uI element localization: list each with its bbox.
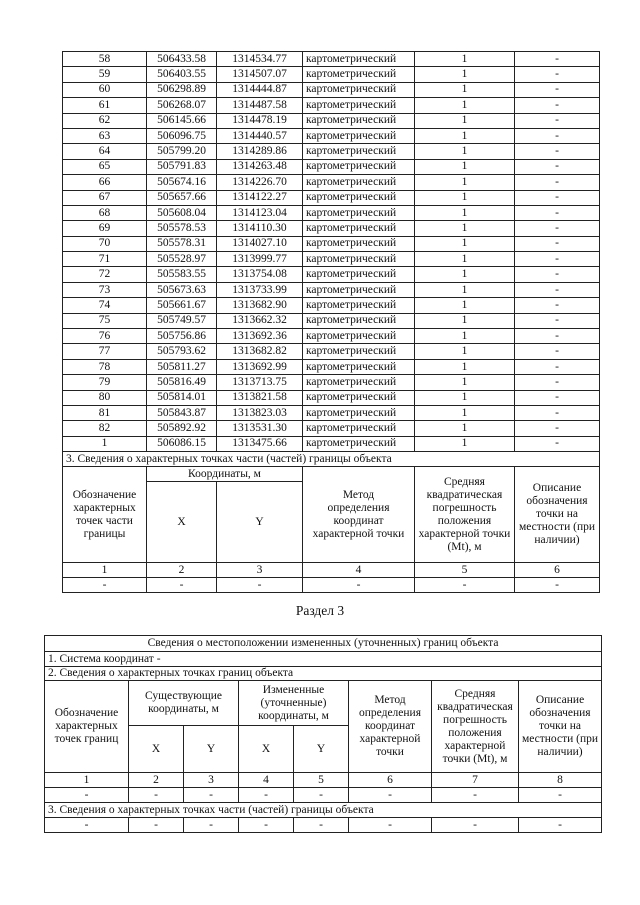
point-id: 75	[63, 313, 147, 328]
col-number: 7	[432, 773, 519, 788]
coord-y: 1314226.70	[217, 175, 303, 190]
method: картометрический	[303, 221, 415, 236]
coord-x: 505793.62	[147, 344, 217, 359]
coord-y: 1314110.30	[217, 221, 303, 236]
error: 1	[415, 267, 515, 282]
col-number: 2	[147, 563, 217, 578]
empty-cell: -	[349, 788, 432, 803]
table-row	[63, 390, 600, 405]
col-number: 2	[129, 773, 184, 788]
description: -	[515, 205, 600, 220]
empty-cell: -	[432, 818, 519, 833]
description: -	[515, 375, 600, 390]
description: -	[515, 359, 600, 374]
method: картометрический	[303, 98, 415, 113]
method: картометрический	[303, 128, 415, 143]
coord-x: 505608.04	[147, 205, 217, 220]
table-row	[63, 52, 600, 67]
error: 1	[415, 175, 515, 190]
point-id: 74	[63, 298, 147, 313]
description: -	[515, 405, 600, 420]
table-row	[63, 175, 600, 190]
empty-cell: -	[147, 578, 217, 593]
col-number: 1	[45, 773, 129, 788]
point-id: 61	[63, 98, 147, 113]
error: 1	[415, 205, 515, 220]
error: 1	[415, 313, 515, 328]
method: картометрический	[303, 82, 415, 97]
coord-x: 506298.89	[147, 82, 217, 97]
col-number: 4	[239, 773, 294, 788]
description: -	[515, 329, 600, 344]
method: картометрический	[303, 390, 415, 405]
table-row	[63, 344, 600, 359]
method: картометрический	[303, 205, 415, 220]
coord-x: 505892.92	[147, 421, 217, 436]
error: 1	[415, 436, 515, 451]
description: -	[515, 344, 600, 359]
points-info: 2. Сведения о характерных точках границ объекта	[45, 667, 602, 681]
method: картометрический	[303, 282, 415, 297]
empty-cell: -	[239, 818, 294, 833]
empty-row	[45, 788, 602, 803]
point-id: 66	[63, 175, 147, 190]
coord-y: 1313754.08	[217, 267, 303, 282]
table-row	[63, 329, 600, 344]
method: картометрический	[303, 344, 415, 359]
method: картометрический	[303, 67, 415, 82]
table-row	[63, 375, 600, 390]
method: картометрический	[303, 144, 415, 159]
coord-y: 1314123.04	[217, 205, 303, 220]
table-row	[63, 159, 600, 174]
coord-x: 505583.55	[147, 267, 217, 282]
empty-cell: -	[515, 578, 600, 593]
method: картометрический	[303, 421, 415, 436]
point-id: 1	[63, 436, 147, 451]
table-row	[63, 144, 600, 159]
error: 1	[415, 236, 515, 251]
table-row	[63, 436, 600, 451]
table-row	[63, 267, 600, 282]
section3-title: 3. Сведения о характерных точках части (частей) границы объекта	[63, 452, 600, 467]
coord-y: 1314507.07	[217, 67, 303, 82]
table-row	[63, 98, 600, 113]
empty-cell: -	[432, 788, 519, 803]
error: 1	[415, 390, 515, 405]
description: -	[515, 313, 600, 328]
header-x: X	[129, 726, 184, 773]
description: -	[515, 436, 600, 451]
error: 1	[415, 221, 515, 236]
col-number: 8	[519, 773, 602, 788]
section3-title-row	[63, 452, 600, 467]
coord-y: 1313713.75	[217, 375, 303, 390]
point-id: 62	[63, 113, 147, 128]
col-number: 3	[184, 773, 239, 788]
description: -	[515, 98, 600, 113]
table-row	[63, 282, 600, 297]
coord-system-row	[45, 652, 602, 667]
point-id: 78	[63, 359, 147, 374]
error: 1	[415, 421, 515, 436]
table-row	[63, 67, 600, 82]
description: -	[515, 421, 600, 436]
error: 1	[415, 190, 515, 205]
header-coords: Координаты, м	[147, 467, 303, 482]
method: картометрический	[303, 267, 415, 282]
point-id: 65	[63, 159, 147, 174]
col-number: 5	[294, 773, 349, 788]
header-description: Описание обозначения точки на местности (при наличии)	[519, 681, 602, 773]
header-designation: Обозначение характерных точек границ	[45, 681, 129, 773]
table2-title-row	[45, 636, 602, 652]
point-id: 82	[63, 421, 147, 436]
table-row	[63, 221, 600, 236]
method: картометрический	[303, 159, 415, 174]
empty-cell: -	[519, 788, 602, 803]
column-numbers-row	[63, 563, 600, 578]
error: 1	[415, 52, 515, 67]
error: 1	[415, 282, 515, 297]
description: -	[515, 221, 600, 236]
description: -	[515, 52, 600, 67]
error: 1	[415, 82, 515, 97]
section-heading: Раздел 3	[295, 603, 345, 618]
coord-y: 1313733.99	[217, 282, 303, 297]
coord-x: 505673.63	[147, 282, 217, 297]
coord-y: 1313692.36	[217, 329, 303, 344]
point-id: 60	[63, 82, 147, 97]
method: картометрический	[303, 359, 415, 374]
table2-title: Сведения о местоположении измененных (уточненных) границ объекта	[45, 636, 602, 652]
point-id: 71	[63, 252, 147, 267]
coord-x: 505674.16	[147, 175, 217, 190]
coord-y: 1313821.58	[217, 390, 303, 405]
table-row	[63, 128, 600, 143]
coord-x: 506096.75	[147, 128, 217, 143]
point-id: 64	[63, 144, 147, 159]
table-row	[63, 236, 600, 251]
empty-cell: -	[294, 788, 349, 803]
table-row	[63, 190, 600, 205]
coord-y: 1313999.77	[217, 252, 303, 267]
coord-y: 1314027.10	[217, 236, 303, 251]
col-number: 6	[515, 563, 600, 578]
method: картометрический	[303, 313, 415, 328]
coord-x: 506086.15	[147, 436, 217, 451]
empty-cell: -	[303, 578, 415, 593]
coord-x: 505814.01	[147, 390, 217, 405]
error: 1	[415, 252, 515, 267]
error: 1	[415, 344, 515, 359]
empty-cell: -	[45, 788, 129, 803]
error: 1	[415, 67, 515, 82]
empty-cell: -	[239, 788, 294, 803]
description: -	[515, 282, 600, 297]
coord-y: 1314440.57	[217, 128, 303, 143]
coord-y: 1314478.19	[217, 113, 303, 128]
description: -	[515, 82, 600, 97]
points-table	[62, 51, 600, 593]
method: картометрический	[303, 175, 415, 190]
header-description: Описание обозначения точки на местности (при наличии)	[515, 467, 600, 563]
points-rows	[63, 52, 600, 452]
error: 1	[415, 144, 515, 159]
empty-cell: -	[217, 578, 303, 593]
empty-row	[63, 578, 600, 593]
coord-y: 1313692.99	[217, 359, 303, 374]
coord-x: 505843.87	[147, 405, 217, 420]
point-id: 69	[63, 221, 147, 236]
method: картометрический	[303, 436, 415, 451]
coord-x: 505799.20	[147, 144, 217, 159]
column-numbers-row	[45, 773, 602, 788]
description: -	[515, 159, 600, 174]
empty-cell: -	[129, 788, 184, 803]
changed-borders-table	[44, 635, 602, 833]
description: -	[515, 390, 600, 405]
coord-y: 1314444.87	[217, 82, 303, 97]
coord-x: 505811.27	[147, 359, 217, 374]
empty-cell: -	[129, 818, 184, 833]
coord-y: 1313662.32	[217, 313, 303, 328]
description: -	[515, 267, 600, 282]
point-id: 77	[63, 344, 147, 359]
error: 1	[415, 405, 515, 420]
coord-y: 1314122.27	[217, 190, 303, 205]
col-number: 6	[349, 773, 432, 788]
point-id: 72	[63, 267, 147, 282]
empty-cell: -	[45, 818, 129, 833]
coord-y: 1313823.03	[217, 405, 303, 420]
points-info-row	[45, 667, 602, 681]
error: 1	[415, 329, 515, 344]
error: 1	[415, 159, 515, 174]
point-id: 67	[63, 190, 147, 205]
header-y: Y	[294, 726, 349, 773]
header-existing: Существующие координаты, м	[129, 681, 239, 726]
point-id: 58	[63, 52, 147, 67]
coord-x: 506433.58	[147, 52, 217, 67]
error: 1	[415, 375, 515, 390]
header-y: Y	[217, 482, 303, 563]
empty-cell: -	[294, 818, 349, 833]
description: -	[515, 144, 600, 159]
coord-y: 1314289.86	[217, 144, 303, 159]
point-id: 59	[63, 67, 147, 82]
error: 1	[415, 113, 515, 128]
method: картометрический	[303, 329, 415, 344]
coord-y: 1313531.30	[217, 421, 303, 436]
description: -	[515, 175, 600, 190]
col-number: 4	[303, 563, 415, 578]
error: 1	[415, 128, 515, 143]
header-x: X	[147, 482, 217, 563]
description: -	[515, 252, 600, 267]
error: 1	[415, 298, 515, 313]
method: картометрический	[303, 236, 415, 251]
point-id: 81	[63, 405, 147, 420]
coord-x: 505578.53	[147, 221, 217, 236]
empty-cell: -	[519, 818, 602, 833]
part-points-row	[45, 803, 602, 818]
method: картометрический	[303, 52, 415, 67]
point-id: 63	[63, 128, 147, 143]
point-id: 73	[63, 282, 147, 297]
point-id: 70	[63, 236, 147, 251]
table-row	[63, 421, 600, 436]
table-row	[63, 113, 600, 128]
empty-row	[45, 818, 602, 833]
method: картометрический	[303, 405, 415, 420]
table2-header-row-1	[45, 681, 602, 726]
description: -	[515, 113, 600, 128]
point-id: 79	[63, 375, 147, 390]
coord-y: 1314263.48	[217, 159, 303, 174]
table-row	[63, 359, 600, 374]
table-row	[63, 313, 600, 328]
coord-x: 505657.66	[147, 190, 217, 205]
header-row-1	[63, 467, 600, 482]
coord-y: 1314487.58	[217, 98, 303, 113]
method: картометрический	[303, 113, 415, 128]
description: -	[515, 190, 600, 205]
coord-x: 505661.67	[147, 298, 217, 313]
coord-x: 506268.07	[147, 98, 217, 113]
empty-cell: -	[63, 578, 147, 593]
table-row	[63, 298, 600, 313]
point-id: 68	[63, 205, 147, 220]
table-row	[63, 82, 600, 97]
coord-x: 505578.31	[147, 236, 217, 251]
header-method: Метод определения координат характерной точки	[349, 681, 432, 773]
coord-system: 1. Система координат -	[45, 652, 602, 667]
description: -	[515, 298, 600, 313]
coord-y: 1313682.82	[217, 344, 303, 359]
point-id: 80	[63, 390, 147, 405]
coord-y: 1314534.77	[217, 52, 303, 67]
coord-x: 506145.66	[147, 113, 217, 128]
error: 1	[415, 98, 515, 113]
header-error: Средняя квадратическая погрешность положения характерной точки (Mt), м	[415, 467, 515, 563]
empty-cell: -	[415, 578, 515, 593]
col-number: 3	[217, 563, 303, 578]
header-changed: Измененные (уточненные) координаты, м	[239, 681, 349, 726]
coord-x: 505528.97	[147, 252, 217, 267]
coord-x: 505749.57	[147, 313, 217, 328]
empty-cell: -	[349, 818, 432, 833]
coord-x: 506403.55	[147, 67, 217, 82]
header-error: Средняя квадратическая погрешность положения характерной точки (Mt), м	[432, 681, 519, 773]
col-number: 1	[63, 563, 147, 578]
table-row	[63, 252, 600, 267]
coord-y: 1313475.66	[217, 436, 303, 451]
part-points-title: 3. Сведения о характерных точках части (частей) границы объекта	[45, 803, 602, 818]
coord-y: 1313682.90	[217, 298, 303, 313]
header-y: Y	[184, 726, 239, 773]
method: картометрический	[303, 375, 415, 390]
coord-x: 505791.83	[147, 159, 217, 174]
method: картометрический	[303, 190, 415, 205]
coord-x: 505756.86	[147, 329, 217, 344]
description: -	[515, 236, 600, 251]
coord-x: 505816.49	[147, 375, 217, 390]
empty-cell: -	[184, 818, 239, 833]
col-number: 5	[415, 563, 515, 578]
empty-cell: -	[184, 788, 239, 803]
description: -	[515, 128, 600, 143]
table-row	[63, 205, 600, 220]
description: -	[515, 67, 600, 82]
header-designation: Обозначение характерных точек части границы	[63, 467, 147, 563]
header-method: Метод определения координат характерной точки	[303, 467, 415, 563]
header-x: X	[239, 726, 294, 773]
table-row	[63, 405, 600, 420]
method: картометрический	[303, 252, 415, 267]
point-id: 76	[63, 329, 147, 344]
method: картометрический	[303, 298, 415, 313]
error: 1	[415, 359, 515, 374]
